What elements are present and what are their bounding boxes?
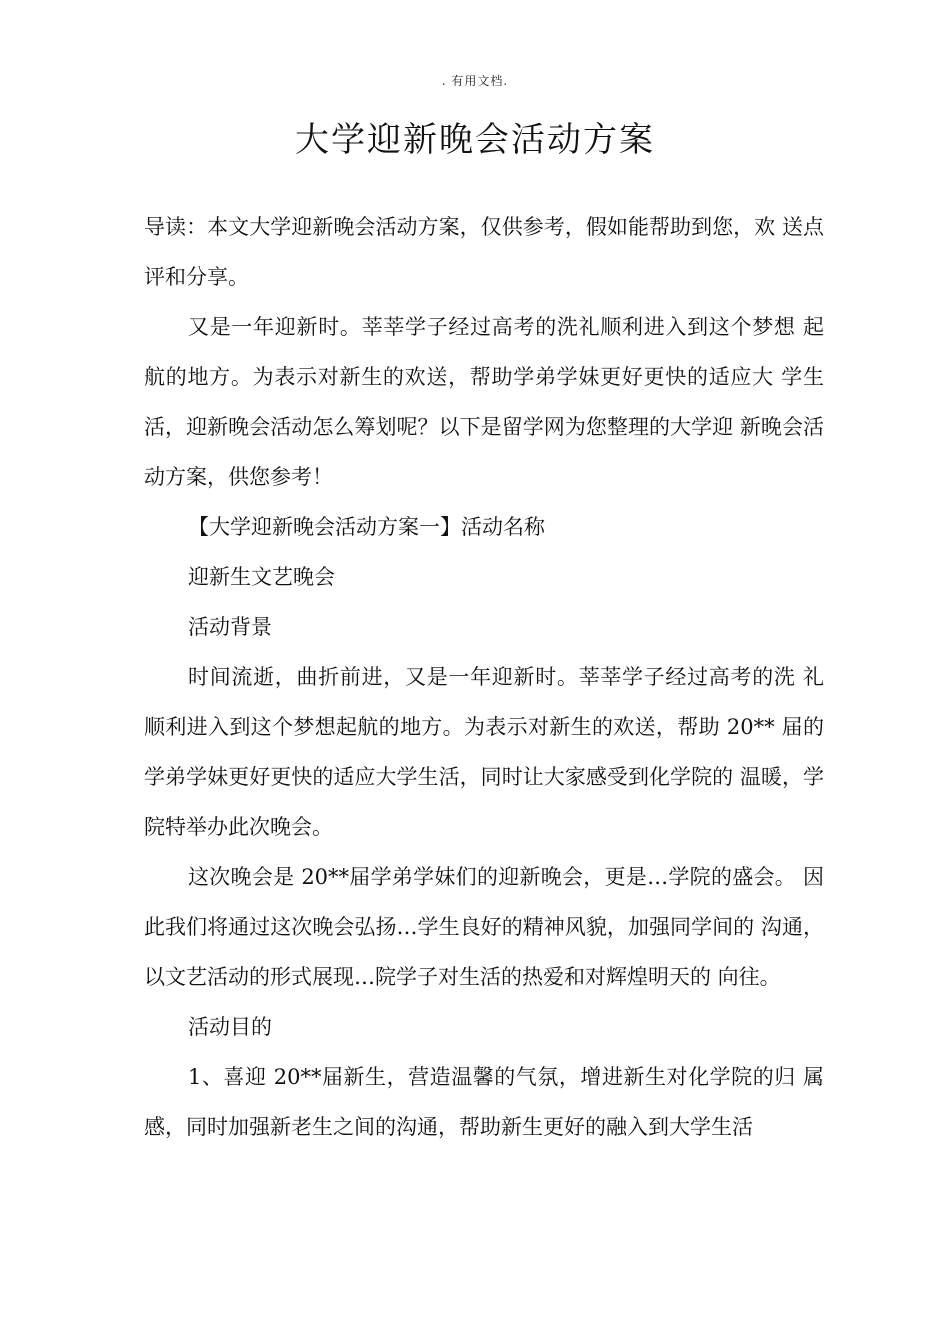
background-paragraph: 时间流逝，曲折前进，又是一年迎新时。莘莘学子经过高考的洗 礼顺利进入到这个梦想起航的地方。为表示对新生的欢送，帮助 20** 届的学弟学妹更好更快的适应大学生活，同时让大家感受到化学院的 温暖，学院特举办此次晚会。 <box>144 665 824 839</box>
intro-paragraph: 导读：本文大学迎新晚会活动方案，仅供参考，假如能帮助到您，欢 送点评和分享。 <box>144 215 824 289</box>
activity-name: 迎新生文艺晚会 <box>188 565 335 589</box>
document-body <box>144 202 824 1152</box>
section-heading-purpose: 活动目的 <box>188 1015 272 1039</box>
opening-paragraph: 又是一年迎新时。莘莘学子经过高考的洗礼顺利进入到这个梦想 起航的地方。为表示对新生的欢送，帮助学弟学妹更好更快的适应大 学生活，迎新晚会活动怎么筹划呢？以下是留学网为您整理的大学迎 新晚会活动方案，供您参考！ <box>144 315 824 489</box>
section-heading-plan-one: 【大学迎新晚会活动方案一】活动名称 <box>188 515 545 539</box>
gala-paragraph: 这次晚会是 20**届学弟学妹们的迎新晚会，更是…学院的盛会。 因此我们将通过这次晚会弘扬…学生良好的精神风貌，加强同学间的 沟通，以文艺活动的形式展现…院学子对生活的热爱和对辉煌明天的 向往。 <box>144 865 824 989</box>
header-note: . 有用文档. <box>441 74 509 88</box>
document-title: 大学迎新晚会活动方案 <box>295 120 655 160</box>
section-heading-background: 活动背景 <box>188 615 272 639</box>
purpose-item-1: 1、喜迎 20**届新生，营造温馨的气氛，增进新生对化学院的归 属感，同时加强新老生之间的沟通，帮助新生更好的融入到大学生活 <box>144 1065 824 1139</box>
